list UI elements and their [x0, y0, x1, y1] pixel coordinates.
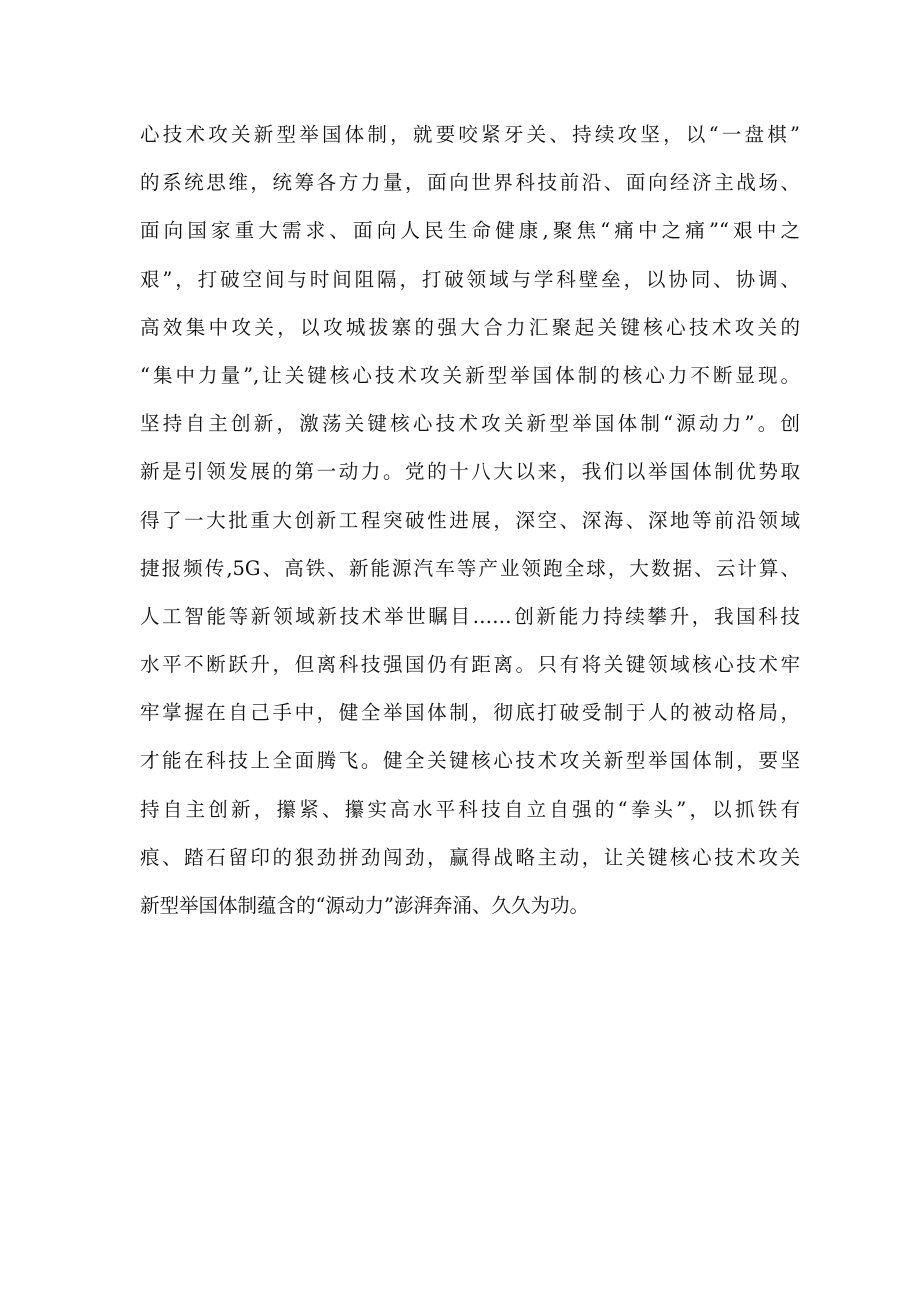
text-line: 的系统思维，统筹各方力量，面向世界科技前沿、面向经济主战场、 — [140, 171, 800, 195]
text-line: 水平不断跃升，但离科技强国仍有距离。只有将关键领域核心技术牢 — [140, 653, 800, 677]
text-line: 人工智能等新领域新技术举世瞩目……创新能力持续攀升，我国科技 — [140, 604, 800, 628]
text-line: 新是引领发展的第一动力。党的十八大以来，我们以举国体制优势取 — [140, 460, 800, 484]
text-line: 艰”，打破空间与时间阻隔，打破领域与学科壁垒，以协同、协调、 — [140, 267, 800, 291]
text-line: 牢掌握在自己手中，健全举国体制，彻底打破受制于人的被动格局， — [140, 701, 800, 725]
text-line: 坚持自主创新，激荡关键核心技术攻关新型举国体制“源动力”。创 — [140, 412, 800, 436]
text-line: 持自主创新，攥紧、攥实高水平科技自立自强的“拳头”，以抓铁有 — [140, 797, 800, 821]
text-line: 得了一大批重大创新工程突破性进展，深空、深海、深地等前沿领域 — [140, 508, 800, 532]
text-line: 捷报频传,5G、高铁、新能源汽车等产业领跑全球，大数据、云计算、 — [140, 556, 800, 580]
text-line: 面向国家重大需求、面向人民生命健康,聚焦“痛中之痛”“艰中之 — [140, 219, 800, 243]
text-line: 新型举国体制蕴含的“源动力”澎湃奔涌、久久为功。 — [140, 894, 589, 917]
text-line: 才能在科技上全面腾飞。健全关键核心技术攻关新型举国体制，要坚 — [140, 749, 800, 773]
text-line: 高效集中攻关，以攻城拔寨的强大合力汇聚起关键核心技术攻关的 — [140, 315, 800, 339]
text-line: 痕、踏石留印的狠劲拼劲闯劲，赢得战略主动，让关键核心技术攻关 — [140, 845, 800, 869]
text-line: 心技术攻关新型举国体制，就要咬紧牙关、持续攻坚，以“一盘棋” — [140, 123, 800, 146]
text-line: “集中力量”,让关键核心技术攻关新型举国体制的核心力不断显现。 — [140, 363, 800, 387]
body-text — [140, 111, 800, 930]
